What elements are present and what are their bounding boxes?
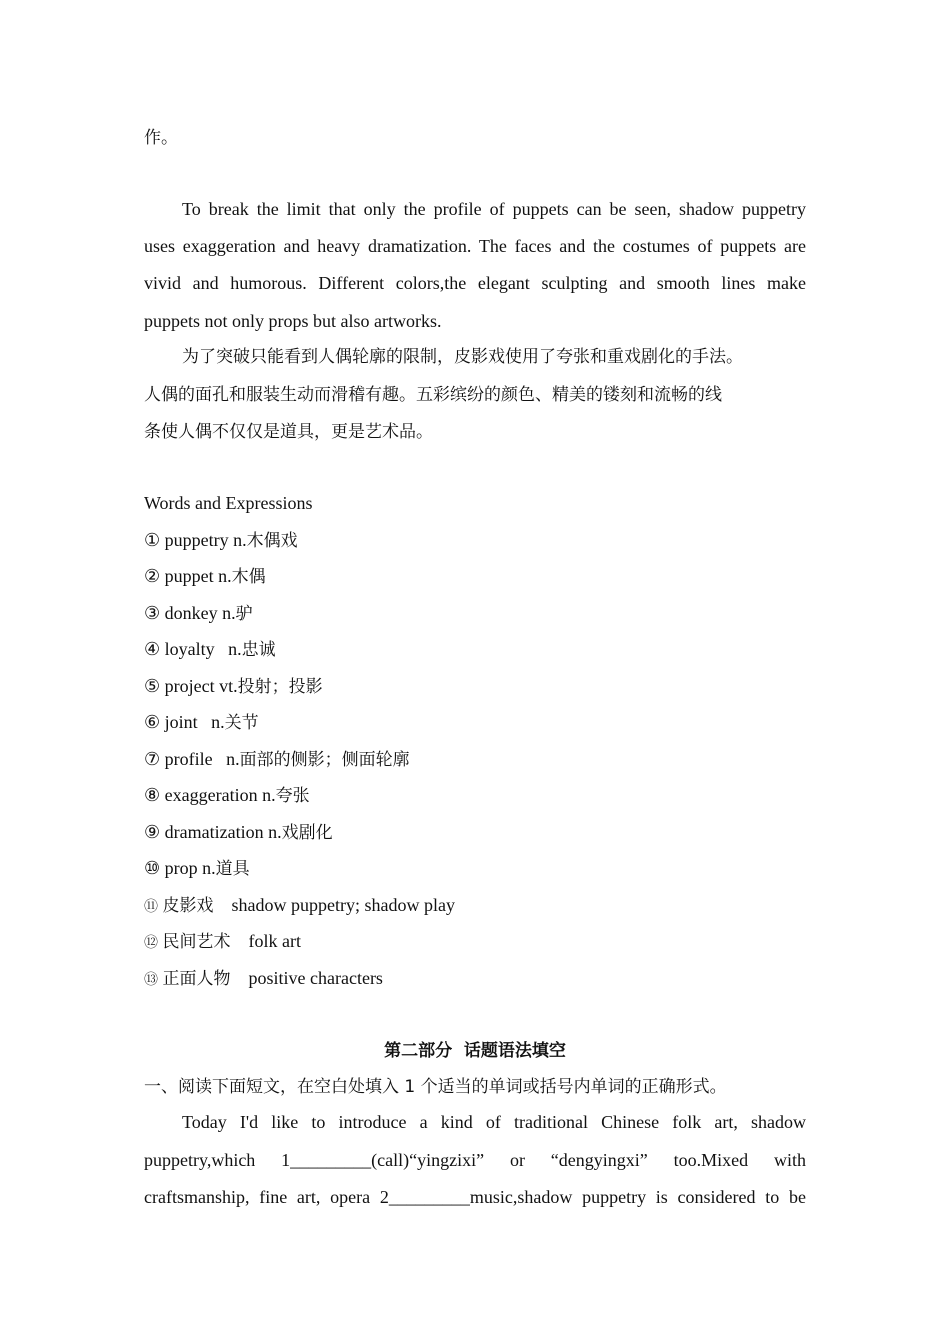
english-line-1: To break the limit that only the profile of puppets can be seen, shadow puppetry	[182, 199, 806, 219]
vocab-item: ⑩ prop n.道具	[144, 858, 250, 879]
vocab-item: ④ loyalty n.忠诚	[144, 639, 276, 660]
exercise-line-3: craftsmanship, fine art, opera 2_________music,shadow puppetry is considered to be	[144, 1187, 806, 1207]
vocab-item: ② puppet n.木偶	[144, 566, 266, 587]
phrase-item: ⑪ 皮影戏 shadow puppetry; shadow play	[144, 895, 455, 916]
vocab-item: ⑤ project vt.投射；投影	[144, 676, 323, 697]
english-line-2: uses exaggeration and heavy dramatization. The faces and the costumes of puppets are	[144, 236, 806, 256]
phrase-item: ⑫ 民间艺术 folk art	[144, 931, 301, 952]
vocab-item: ⑨ dramatization n.戏剧化	[144, 822, 333, 843]
exercise-line-2: puppetry,which 1_________(call)“yingzixi” or “dengyingxi” too.Mixed with	[144, 1150, 806, 1170]
chinese-line-3: 条使人偶不仅仅是道具，更是艺术品。	[144, 422, 433, 442]
continuation-text: 作。	[144, 128, 178, 148]
vocab-item: ⑥ joint n.关节	[144, 712, 259, 733]
english-line-4: puppets not only props but also artworks.	[144, 311, 442, 331]
vocab-item: ① puppetry n.木偶戏	[144, 530, 298, 551]
english-line-3: vivid and humorous. Different colors,the elegant sculpting and smooth lines make	[144, 273, 806, 293]
section-title: 第二部分 话题语法填空	[384, 1041, 566, 1061]
vocabulary-heading: Words and Expressions	[144, 493, 313, 513]
vocab-item: ⑧ exaggeration n.夸张	[144, 785, 310, 806]
vocab-item: ③ donkey n.驴	[144, 603, 253, 624]
phrase-item: ⑬ 正面人物 positive characters	[144, 968, 383, 989]
exercise-line-1: Today I'd like to introduce a kind of traditional Chinese folk art, shadow	[182, 1112, 806, 1132]
vocab-item: ⑦ profile n.面部的侧影；侧面轮廓	[144, 749, 410, 770]
chinese-line-1: 为了突破只能看到人偶轮廓的限制，皮影戏使用了夸张和重戏剧化的手法。	[182, 347, 743, 367]
instruction-text: 一、阅读下面短文，在空白处填入 1 个适当的单词或括号内单词的正确形式。	[144, 1077, 727, 1097]
chinese-line-2: 人偶的面孔和服装生动而滑稽有趣。五彩缤纷的颜色、精美的镂刻和流畅的线	[144, 385, 722, 405]
